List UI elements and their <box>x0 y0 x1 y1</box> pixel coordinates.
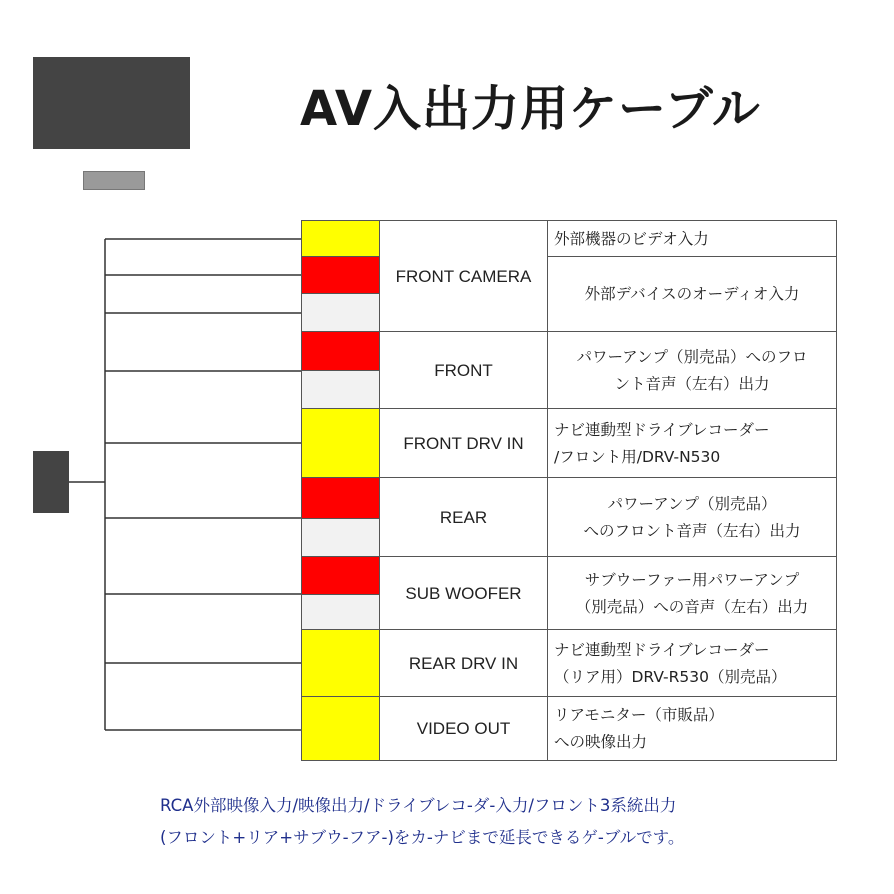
cable-name-rear: REAR <box>380 477 548 557</box>
cable-name-rear-drv-in: REAR DRV IN <box>380 629 548 697</box>
footer-line-1: RCA外部映像入力/映像出力/ドライブレコ-ダ-入力/フロント3系統出力 <box>160 796 677 815</box>
description-video-input: 外部機器のビデオ入力 <box>548 220 837 257</box>
swatch-rear-drv-in-yellow <box>301 629 380 697</box>
cable-name-front: FRONT <box>380 331 548 409</box>
swatch-front-camera-red <box>301 256 380 294</box>
swatch-sub-woofer-red <box>301 556 380 595</box>
description-front: パワーアンプ（別売品）へのフロ ント音声（左右）出力 <box>548 331 837 409</box>
description-front-drv-in: ナビ連動型ドライブレコーダー /フロント用/DRV-N530 <box>548 408 837 478</box>
description-video-out: リアモニター（市販品） への映像出力 <box>548 696 837 761</box>
swatch-sub-woofer-white <box>301 594 380 630</box>
swatch-rear-white <box>301 518 380 557</box>
footer-line-2: (フロント+リア+サブウ-フア-)をカ-ナビまで延長できるゲ-ブルです。 <box>160 828 685 847</box>
swatch-rear-red <box>301 477 380 519</box>
swatch-front-camera-yellow <box>301 220 380 257</box>
swatch-front-white <box>301 370 380 409</box>
description-sub-woofer: サブウーファー用パワーアンプ （別売品）への音声（左右）出力 <box>548 556 837 630</box>
cable-name-front-drv-in: FRONT DRV IN <box>380 408 548 478</box>
description-rear: パワーアンプ（別売品） へのフロント音声（左右）出力 <box>548 477 837 557</box>
description-rear-drv-in: ナビ連動型ドライブレコーダー （リア用）DRV-R530（別売品） <box>548 629 837 697</box>
cable-name-sub-woofer: SUB WOOFER <box>380 556 548 630</box>
swatch-front-drv-in-yellow <box>301 408 380 478</box>
swatch-front-red <box>301 331 380 371</box>
footer-caption <box>160 790 860 854</box>
description-audio-input: 外部デバイスのオーディオ入力 <box>548 256 837 332</box>
cable-name-front-camera: FRONT CAMERA <box>380 220 548 332</box>
cable-name-video-out: VIDEO OUT <box>380 696 548 761</box>
page-title: AV入出力用ケーブル <box>300 81 761 137</box>
swatch-video-out-yellow <box>301 696 380 761</box>
swatch-front-camera-white <box>301 293 380 332</box>
